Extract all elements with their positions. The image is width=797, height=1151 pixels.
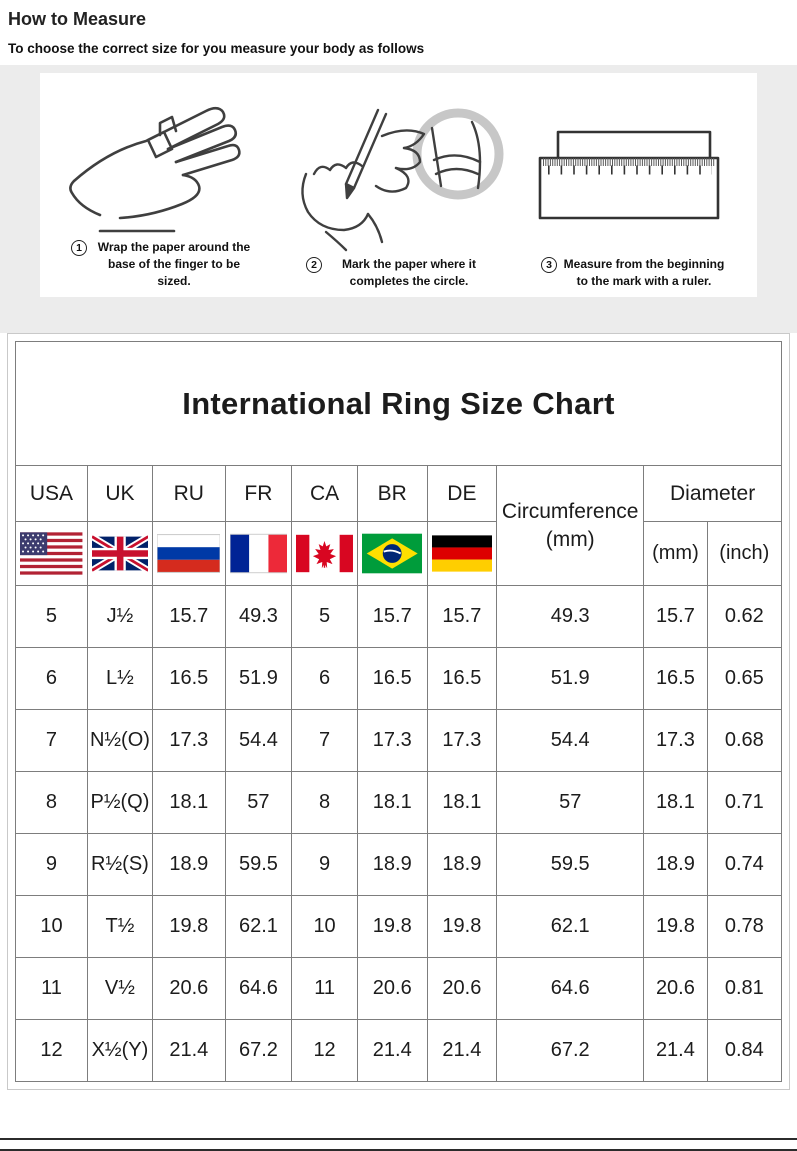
cell-br: 15.7 (357, 586, 427, 648)
table-row (16, 1020, 782, 1082)
cell-de: 21.4 (427, 1020, 497, 1082)
cell-fr: 54.4 (225, 710, 292, 772)
flag-cell-france (225, 522, 292, 586)
brazil-flag-icon (362, 532, 422, 575)
cell-br: 18.9 (357, 834, 427, 896)
cell-diameter-mm: 18.9 (644, 834, 707, 896)
cell-diameter-inch: 0.68 (707, 710, 781, 772)
cell-ru: 18.1 (152, 772, 225, 834)
cell-br: 18.1 (357, 772, 427, 834)
cell-usa: 10 (16, 896, 88, 958)
chart-title: International Ring Size Chart (16, 342, 782, 466)
cell-ca: 10 (292, 896, 358, 958)
flags-row (16, 522, 782, 586)
cell-ca: 6 (292, 648, 358, 710)
step-3-number-badge: 3 (541, 257, 557, 273)
flag-cell-canada (292, 522, 358, 586)
cell-de: 15.7 (427, 586, 497, 648)
circumference-label: Circumference (501, 499, 639, 523)
cell-diameter-inch: 0.78 (707, 896, 781, 958)
cell-diameter-inch: 0.65 (707, 648, 781, 710)
cell-ca: 12 (292, 1020, 358, 1082)
cell-usa: 9 (16, 834, 88, 896)
diameter-mm-header: (mm) (644, 522, 707, 586)
cell-ru: 21.4 (152, 1020, 225, 1082)
col-header-uk: UK (87, 466, 152, 522)
cell-de: 17.3 (427, 710, 497, 772)
cell-ca: 7 (292, 710, 358, 772)
cell-ca: 9 (292, 834, 358, 896)
ring-size-table (15, 341, 782, 1082)
cell-fr: 51.9 (225, 648, 292, 710)
cell-circumference: 59.5 (497, 834, 644, 896)
cell-diameter-inch: 0.62 (707, 586, 781, 648)
page-subtitle: To choose the correct size for you measure your body as follows (8, 41, 425, 56)
cell-fr: 64.6 (225, 958, 292, 1020)
russia-flag-icon (157, 532, 220, 575)
flag-cell-germany (427, 522, 497, 586)
cell-br: 16.5 (357, 648, 427, 710)
cell-de: 20.6 (427, 958, 497, 1020)
cell-usa: 8 (16, 772, 88, 834)
hand-wrap-illustration (56, 85, 271, 235)
step-2-caption-text: Mark the paper where it completes the circle. (341, 256, 477, 288)
cell-ru: 17.3 (152, 710, 225, 772)
table-row (16, 586, 782, 648)
step-2-caption (306, 256, 491, 290)
cell-diameter-mm: 19.8 (644, 896, 707, 958)
table-row (16, 958, 782, 1020)
cell-diameter-inch: 0.71 (707, 772, 781, 834)
cell-de: 18.1 (427, 772, 497, 834)
col-header-ca: CA (292, 466, 358, 522)
cell-fr: 49.3 (225, 586, 292, 648)
cell-ca: 8 (292, 772, 358, 834)
col-header-diameter: Diameter (644, 466, 782, 522)
cell-circumference: 54.4 (497, 710, 644, 772)
cell-ru: 18.9 (152, 834, 225, 896)
table-row (16, 896, 782, 958)
table-row (16, 772, 782, 834)
cell-de: 18.9 (427, 834, 497, 896)
cell-usa: 12 (16, 1020, 88, 1082)
col-header-circumference (497, 466, 644, 586)
flag-cell-usa (16, 522, 88, 586)
col-header-ru: RU (152, 466, 225, 522)
step-1-caption-text: Wrap the paper around the base of the finger to be sized. (97, 240, 251, 288)
col-header-de: DE (427, 466, 497, 522)
cell-de: 16.5 (427, 648, 497, 710)
cell-fr: 57 (225, 772, 292, 834)
cell-fr: 62.1 (225, 896, 292, 958)
ring-size-chart (7, 333, 790, 1090)
col-header-br: BR (357, 466, 427, 522)
cell-uk: J½ (87, 586, 152, 648)
cell-ru: 16.5 (152, 648, 225, 710)
col-header-usa: USA (16, 466, 88, 522)
cell-fr: 67.2 (225, 1020, 292, 1082)
cell-fr: 59.5 (225, 834, 292, 896)
flag-cell-uk (87, 522, 152, 586)
cell-de: 19.8 (427, 896, 497, 958)
usa-flag-icon (20, 532, 82, 575)
cell-diameter-mm: 18.1 (644, 772, 707, 834)
table-row (16, 648, 782, 710)
canada-flag-icon (296, 532, 353, 575)
cell-diameter-mm: 17.3 (644, 710, 707, 772)
cell-ru: 20.6 (152, 958, 225, 1020)
cell-usa: 6 (16, 648, 88, 710)
step-3-caption (541, 256, 726, 290)
cell-br: 17.3 (357, 710, 427, 772)
cell-br: 20.6 (357, 958, 427, 1020)
step-2-mark (281, 85, 516, 289)
cell-circumference: 64.6 (497, 958, 644, 1020)
cell-diameter-mm: 20.6 (644, 958, 707, 1020)
cell-br: 19.8 (357, 896, 427, 958)
cell-diameter-inch: 0.81 (707, 958, 781, 1020)
circumference-unit: (mm) (545, 527, 595, 551)
cell-circumference: 49.3 (497, 586, 644, 648)
col-header-fr: FR (225, 466, 292, 522)
cell-usa: 7 (16, 710, 88, 772)
germany-flag-icon (432, 532, 492, 575)
divider-line (0, 1138, 797, 1140)
cell-uk: X½(Y) (87, 1020, 152, 1082)
ruler-measure-illustration (526, 102, 741, 252)
page-title: How to Measure (8, 9, 147, 29)
cell-diameter-inch: 0.84 (707, 1020, 781, 1082)
step-3-caption-text: Measure from the beginning to the mark with a ruler. (563, 256, 725, 288)
flag-cell-russia (152, 522, 225, 586)
step-1-caption (71, 239, 256, 289)
cell-circumference: 67.2 (497, 1020, 644, 1082)
uk-flag-icon (92, 532, 148, 575)
table-row (16, 710, 782, 772)
cell-ru: 19.8 (152, 896, 225, 958)
cell-uk: R½(S) (87, 834, 152, 896)
step-2-number-badge: 2 (306, 257, 322, 273)
cell-diameter-mm: 21.4 (644, 1020, 707, 1082)
cell-uk: N½(O) (87, 710, 152, 772)
page-header (0, 0, 797, 56)
chart-title-row (16, 342, 782, 466)
cell-circumference: 57 (497, 772, 644, 834)
cell-uk: T½ (87, 896, 152, 958)
table-row (16, 834, 782, 896)
cell-usa: 5 (16, 586, 88, 648)
cell-uk: P½(Q) (87, 772, 152, 834)
flag-cell-brazil (357, 522, 427, 586)
cell-circumference: 62.1 (497, 896, 644, 958)
cell-diameter-mm: 15.7 (644, 586, 707, 648)
diameter-inch-header: (inch) (707, 522, 781, 586)
how-to-measure-section (0, 65, 797, 333)
how-to-measure-panel (40, 73, 757, 297)
cell-circumference: 51.9 (497, 648, 644, 710)
cell-uk: L½ (87, 648, 152, 710)
cell-ca: 11 (292, 958, 358, 1020)
hand-mark-illustration (286, 102, 511, 252)
cell-uk: V½ (87, 958, 152, 1020)
cell-ca: 5 (292, 586, 358, 648)
france-flag-icon (230, 532, 288, 575)
cell-diameter-inch: 0.74 (707, 834, 781, 896)
cell-diameter-mm: 16.5 (644, 648, 707, 710)
step-1-number-badge: 1 (71, 240, 87, 256)
step-3-measure (516, 85, 751, 289)
cell-br: 21.4 (357, 1020, 427, 1082)
step-1-wrap (46, 85, 281, 289)
cell-ru: 15.7 (152, 586, 225, 648)
cell-usa: 11 (16, 958, 88, 1020)
column-header-row (16, 466, 782, 522)
